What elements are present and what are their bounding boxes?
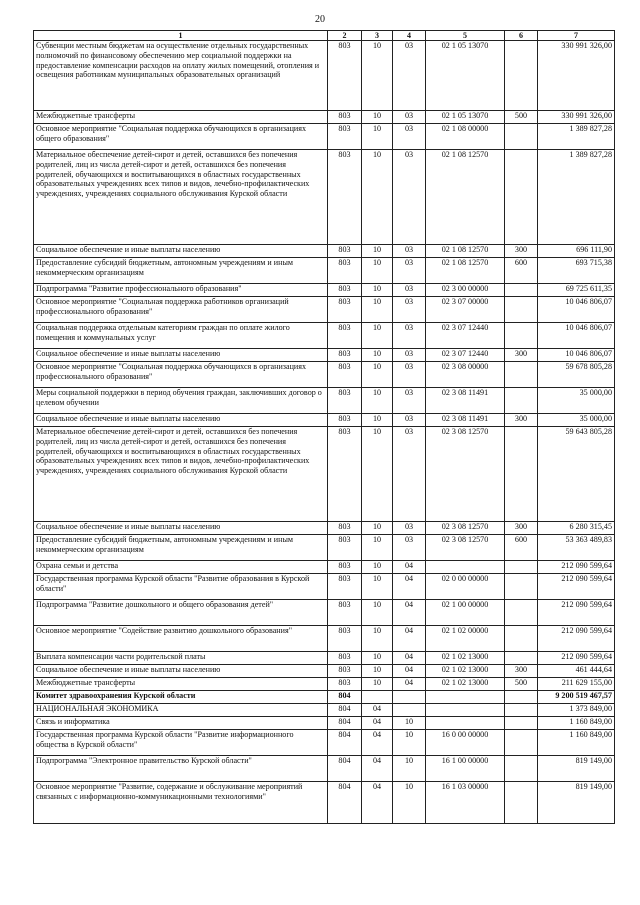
page-number: 20 xyxy=(315,14,325,25)
table-row xyxy=(34,782,615,824)
row-code-subsection: 10 xyxy=(393,782,426,824)
row-name: Социальная поддержка отдельным категориям граждан по оплате жилого помещения и коммунальных услуг xyxy=(34,323,328,349)
row-code-target: 02 1 08 12570 xyxy=(426,245,505,258)
row-code-ministry: 803 xyxy=(328,652,362,665)
row-code-subsection: 03 xyxy=(393,388,426,414)
table-row xyxy=(34,678,615,691)
row-code-subsection: 03 xyxy=(393,414,426,427)
column-header: 4 xyxy=(393,31,426,41)
column-header: 1 xyxy=(34,31,328,41)
row-amount: 6 280 315,45 xyxy=(538,522,615,535)
row-code-section: 10 xyxy=(362,600,393,626)
row-code-expense-type xyxy=(505,323,538,349)
row-code-subsection: 03 xyxy=(393,323,426,349)
row-code-target: 02 1 08 12570 xyxy=(426,150,505,245)
row-code-ministry: 803 xyxy=(328,258,362,284)
table-row xyxy=(34,600,615,626)
row-code-expense-type xyxy=(505,388,538,414)
table-row xyxy=(34,756,615,782)
table-row xyxy=(34,427,615,522)
table-row xyxy=(34,535,615,561)
row-name: Межбюджетные трансферты xyxy=(34,678,328,691)
row-amount: 69 725 611,35 xyxy=(538,284,615,297)
row-code-section: 10 xyxy=(362,297,393,323)
row-code-ministry: 803 xyxy=(328,111,362,124)
row-code-subsection: 03 xyxy=(393,41,426,111)
row-code-expense-type: 600 xyxy=(505,535,538,561)
row-name: Основное мероприятие "Социальная поддержка обучающихся в организациях профессионального образования" xyxy=(34,362,328,388)
row-code-ministry: 803 xyxy=(328,414,362,427)
row-name: Подпрограмма "Развитие профессионального образования" xyxy=(34,284,328,297)
row-code-target: 02 0 00 00000 xyxy=(426,574,505,600)
row-code-section: 10 xyxy=(362,111,393,124)
row-code-ministry: 803 xyxy=(328,427,362,522)
row-code-expense-type xyxy=(505,704,538,717)
row-code-section: 10 xyxy=(362,41,393,111)
table-body xyxy=(34,31,615,824)
row-code-ministry: 803 xyxy=(328,41,362,111)
row-code-target xyxy=(426,704,505,717)
row-code-subsection: 03 xyxy=(393,297,426,323)
row-code-ministry: 803 xyxy=(328,626,362,652)
row-amount: 212 090 599,64 xyxy=(538,626,615,652)
row-code-expense-type xyxy=(505,730,538,756)
row-amount: 1 389 827,28 xyxy=(538,150,615,245)
row-code-section: 10 xyxy=(362,414,393,427)
row-code-section: 10 xyxy=(362,284,393,297)
row-code-section: 10 xyxy=(362,349,393,362)
row-code-target: 02 1 02 13000 xyxy=(426,652,505,665)
row-code-target: 02 3 08 12570 xyxy=(426,522,505,535)
row-code-subsection: 10 xyxy=(393,717,426,730)
row-code-expense-type xyxy=(505,756,538,782)
table-row xyxy=(34,561,615,574)
row-code-subsection: 10 xyxy=(393,730,426,756)
table-row xyxy=(34,362,615,388)
row-name: Государственная программа Курской области "Развитие образования в Курской области" xyxy=(34,574,328,600)
row-code-subsection xyxy=(393,704,426,717)
row-code-expense-type xyxy=(505,150,538,245)
row-code-ministry: 804 xyxy=(328,730,362,756)
row-code-expense-type: 300 xyxy=(505,245,538,258)
row-code-target: 02 3 08 12570 xyxy=(426,427,505,522)
row-code-ministry: 803 xyxy=(328,678,362,691)
row-name: НАЦИОНАЛЬНАЯ ЭКОНОМИКА xyxy=(34,704,328,717)
row-code-target: 02 1 02 00000 xyxy=(426,626,505,652)
row-code-subsection: 04 xyxy=(393,561,426,574)
row-code-target: 02 1 05 13070 xyxy=(426,41,505,111)
row-name: Охрана семьи и детства xyxy=(34,561,328,574)
row-code-target: 02 1 02 13000 xyxy=(426,678,505,691)
row-code-subsection: 03 xyxy=(393,245,426,258)
row-amount: 1 373 849,00 xyxy=(538,704,615,717)
row-code-target xyxy=(426,717,505,730)
row-amount: 53 363 489,83 xyxy=(538,535,615,561)
row-amount: 461 444,64 xyxy=(538,665,615,678)
row-code-section: 04 xyxy=(362,730,393,756)
column-header: 5 xyxy=(426,31,505,41)
row-name: Комитет здравоохранения Курской области xyxy=(34,691,328,704)
row-name: Основное мероприятие "Социальная поддержка работников организаций профессионального образования" xyxy=(34,297,328,323)
row-amount: 9 200 519 467,57 xyxy=(538,691,615,704)
row-amount: 35 000,00 xyxy=(538,414,615,427)
row-code-expense-type: 500 xyxy=(505,678,538,691)
row-code-target: 02 3 07 00000 xyxy=(426,297,505,323)
row-amount: 211 629 155,00 xyxy=(538,678,615,691)
column-header: 6 xyxy=(505,31,538,41)
row-code-expense-type xyxy=(505,600,538,626)
row-code-section: 10 xyxy=(362,626,393,652)
row-code-ministry: 804 xyxy=(328,691,362,704)
row-amount: 1 160 849,00 xyxy=(538,730,615,756)
row-code-subsection: 04 xyxy=(393,652,426,665)
row-code-expense-type xyxy=(505,561,538,574)
row-code-expense-type: 500 xyxy=(505,111,538,124)
table-row xyxy=(34,297,615,323)
table-row xyxy=(34,665,615,678)
row-code-ministry: 804 xyxy=(328,704,362,717)
row-code-subsection: 04 xyxy=(393,678,426,691)
row-code-section: 10 xyxy=(362,665,393,678)
row-code-target: 02 1 08 00000 xyxy=(426,124,505,150)
row-amount: 212 090 599,64 xyxy=(538,600,615,626)
row-amount: 1 160 849,00 xyxy=(538,717,615,730)
row-code-expense-type xyxy=(505,691,538,704)
row-code-subsection: 04 xyxy=(393,626,426,652)
row-code-ministry: 803 xyxy=(328,349,362,362)
row-code-section: 10 xyxy=(362,150,393,245)
row-code-subsection: 04 xyxy=(393,665,426,678)
row-code-ministry: 803 xyxy=(328,284,362,297)
row-code-subsection: 03 xyxy=(393,111,426,124)
row-amount: 59 643 805,28 xyxy=(538,427,615,522)
row-name: Основное мероприятие "Социальная поддержка обучающихся в организациях общего образования" xyxy=(34,124,328,150)
row-code-ministry: 803 xyxy=(328,150,362,245)
row-code-section: 04 xyxy=(362,782,393,824)
row-code-ministry: 803 xyxy=(328,665,362,678)
row-name: Предоставление субсидий бюджетным, автономным учреждениям и иным некоммерческим организациям xyxy=(34,258,328,284)
table-header-row xyxy=(34,31,615,41)
row-code-section: 04 xyxy=(362,717,393,730)
row-code-ministry: 804 xyxy=(328,782,362,824)
row-amount: 819 149,00 xyxy=(538,756,615,782)
row-name: Социальное обеспечение и иные выплаты населению xyxy=(34,349,328,362)
row-name: Меры социальной поддержки в период обучения граждан, заключивших договор о целевом обучении xyxy=(34,388,328,414)
row-code-ministry: 803 xyxy=(328,362,362,388)
budget-table xyxy=(33,30,615,824)
table-row xyxy=(34,626,615,652)
row-code-ministry: 803 xyxy=(328,522,362,535)
row-code-subsection: 03 xyxy=(393,535,426,561)
row-code-expense-type xyxy=(505,124,538,150)
row-code-expense-type: 300 xyxy=(505,665,538,678)
row-code-subsection: 04 xyxy=(393,574,426,600)
row-amount: 10 046 806,07 xyxy=(538,297,615,323)
row-amount: 330 991 326,00 xyxy=(538,111,615,124)
row-name: Материальное обеспечение детей-сирот и детей, оставшихся без попечения родителей, лиц из числа детей-сирот и детей, оставшихся без попечения родителей, обучающихся и воспитывающихся в областных государственных образовательных учреждениях всех типов и видов, лечебно-профилактических учреждениях, учреждениях социального обслуживания Курской области xyxy=(34,150,328,245)
row-code-expense-type: 600 xyxy=(505,258,538,284)
row-amount: 35 000,00 xyxy=(538,388,615,414)
row-code-expense-type xyxy=(505,427,538,522)
row-amount: 696 111,90 xyxy=(538,245,615,258)
row-code-target: 02 3 08 00000 xyxy=(426,362,505,388)
row-code-ministry: 803 xyxy=(328,245,362,258)
row-amount: 693 715,38 xyxy=(538,258,615,284)
row-code-target: 16 1 03 00000 xyxy=(426,782,505,824)
row-code-subsection: 03 xyxy=(393,150,426,245)
row-name: Социальное обеспечение и иные выплаты населению xyxy=(34,665,328,678)
row-code-section: 10 xyxy=(362,388,393,414)
row-code-section: 10 xyxy=(362,245,393,258)
table-row xyxy=(34,717,615,730)
row-name: Государственная программа Курской области "Развитие информационного общества в Курской области" xyxy=(34,730,328,756)
row-code-ministry: 803 xyxy=(328,323,362,349)
table-row xyxy=(34,414,615,427)
row-name: Подпрограмма "Электронное правительство Курской области" xyxy=(34,756,328,782)
row-name: Предоставление субсидий бюджетным, автономным учреждениям и иным некоммерческим организациям xyxy=(34,535,328,561)
row-amount: 10 046 806,07 xyxy=(538,349,615,362)
table-row xyxy=(34,704,615,717)
row-code-target: 02 1 00 00000 xyxy=(426,600,505,626)
row-code-subsection: 03 xyxy=(393,258,426,284)
row-code-subsection: 03 xyxy=(393,427,426,522)
table-row xyxy=(34,691,615,704)
row-code-section: 10 xyxy=(362,561,393,574)
row-code-target: 16 0 00 00000 xyxy=(426,730,505,756)
row-code-subsection: 04 xyxy=(393,600,426,626)
row-code-target: 02 1 08 12570 xyxy=(426,258,505,284)
row-code-section: 10 xyxy=(362,323,393,349)
row-code-section: 10 xyxy=(362,124,393,150)
row-amount: 1 389 827,28 xyxy=(538,124,615,150)
row-name: Подпрограмма "Развитие дошкольного и общего образования детей" xyxy=(34,600,328,626)
row-name: Социальное обеспечение и иные выплаты населению xyxy=(34,414,328,427)
row-code-target: 02 3 07 12440 xyxy=(426,349,505,362)
row-code-section: 10 xyxy=(362,574,393,600)
row-code-ministry: 803 xyxy=(328,535,362,561)
table-row xyxy=(34,111,615,124)
row-code-subsection: 03 xyxy=(393,522,426,535)
row-code-section: 04 xyxy=(362,704,393,717)
row-code-subsection: 03 xyxy=(393,362,426,388)
row-code-ministry: 803 xyxy=(328,574,362,600)
row-code-section: 04 xyxy=(362,756,393,782)
row-name: Основное мероприятие "Развитие, содержание и обслуживание мероприятий связанных с информационно-коммуникационными технологиями" xyxy=(34,782,328,824)
row-code-ministry: 804 xyxy=(328,717,362,730)
row-code-section: 10 xyxy=(362,652,393,665)
row-code-section: 10 xyxy=(362,522,393,535)
row-code-target: 16 1 00 00000 xyxy=(426,756,505,782)
row-code-subsection: 03 xyxy=(393,124,426,150)
row-code-ministry: 803 xyxy=(328,600,362,626)
row-amount: 212 090 599,64 xyxy=(538,652,615,665)
row-name: Основное мероприятие "Содействие развитию дошкольного образования" xyxy=(34,626,328,652)
row-name: Социальное обеспечение и иные выплаты населению xyxy=(34,522,328,535)
row-code-subsection xyxy=(393,691,426,704)
row-code-expense-type xyxy=(505,362,538,388)
row-code-target: 02 1 02 13000 xyxy=(426,665,505,678)
row-code-section: 10 xyxy=(362,427,393,522)
row-name: Выплата компенсации части родительской платы xyxy=(34,652,328,665)
table-row xyxy=(34,258,615,284)
row-name: Межбюджетные трансферты xyxy=(34,111,328,124)
row-code-target: 02 3 08 11491 xyxy=(426,414,505,427)
column-header: 7 xyxy=(538,31,615,41)
row-code-target: 02 3 07 12440 xyxy=(426,323,505,349)
row-amount: 212 090 599,64 xyxy=(538,574,615,600)
row-code-expense-type: 300 xyxy=(505,522,538,535)
table-row xyxy=(34,245,615,258)
row-code-expense-type xyxy=(505,574,538,600)
column-header: 3 xyxy=(362,31,393,41)
row-amount: 330 991 326,00 xyxy=(538,41,615,111)
table-row xyxy=(34,730,615,756)
row-code-target: 02 1 05 13070 xyxy=(426,111,505,124)
row-code-expense-type xyxy=(505,284,538,297)
row-code-target xyxy=(426,691,505,704)
table-row xyxy=(34,323,615,349)
row-code-expense-type xyxy=(505,782,538,824)
row-code-subsection: 03 xyxy=(393,349,426,362)
row-code-ministry: 803 xyxy=(328,388,362,414)
row-amount: 59 678 805,28 xyxy=(538,362,615,388)
row-name: Субвенции местным бюджетам на осуществление отдельных государственных полномочий по финансовому обеспечению мер социальной поддержки на предоставление компенсации расходов на оплату жилых помещений, отопления и освещения работникам муниципальных образовательных организаций xyxy=(34,41,328,111)
row-name: Социальное обеспечение и иные выплаты населению xyxy=(34,245,328,258)
row-code-section: 10 xyxy=(362,362,393,388)
table-row xyxy=(34,150,615,245)
table-row xyxy=(34,388,615,414)
row-amount: 819 149,00 xyxy=(538,782,615,824)
row-name: Материальное обеспечение детей-сирот и детей, оставшихся без попечения родителей, лиц из числа детей-сирот и детей, оставшихся без попечения родителей, обучающихся и воспитывающихся в областных государственных образовательных учреждениях всех типов и видов, лечебно-профилактических учреждениях, учреждениях социального обслуживания Курской области xyxy=(34,427,328,522)
row-code-ministry: 804 xyxy=(328,756,362,782)
row-amount: 212 090 599,64 xyxy=(538,561,615,574)
table-row xyxy=(34,574,615,600)
row-code-section: 10 xyxy=(362,258,393,284)
row-code-target: 02 3 08 12570 xyxy=(426,535,505,561)
table-row xyxy=(34,522,615,535)
table-row xyxy=(34,124,615,150)
row-code-ministry: 803 xyxy=(328,124,362,150)
row-code-subsection: 10 xyxy=(393,756,426,782)
row-code-expense-type xyxy=(505,717,538,730)
row-code-target: 02 3 00 00000 xyxy=(426,284,505,297)
row-code-section xyxy=(362,691,393,704)
row-code-expense-type xyxy=(505,652,538,665)
row-code-ministry: 803 xyxy=(328,561,362,574)
row-code-target: 02 3 08 11491 xyxy=(426,388,505,414)
row-code-expense-type: 300 xyxy=(505,349,538,362)
row-code-section: 10 xyxy=(362,535,393,561)
table-row xyxy=(34,349,615,362)
row-name: Связь и информатика xyxy=(34,717,328,730)
table-row xyxy=(34,652,615,665)
row-code-expense-type xyxy=(505,626,538,652)
row-code-expense-type xyxy=(505,297,538,323)
table-row xyxy=(34,41,615,111)
row-code-section: 10 xyxy=(362,678,393,691)
table-row xyxy=(34,284,615,297)
row-code-target xyxy=(426,561,505,574)
row-code-expense-type xyxy=(505,41,538,111)
row-code-subsection: 03 xyxy=(393,284,426,297)
row-code-expense-type: 300 xyxy=(505,414,538,427)
column-header: 2 xyxy=(328,31,362,41)
row-amount: 10 046 806,07 xyxy=(538,323,615,349)
row-code-ministry: 803 xyxy=(328,297,362,323)
